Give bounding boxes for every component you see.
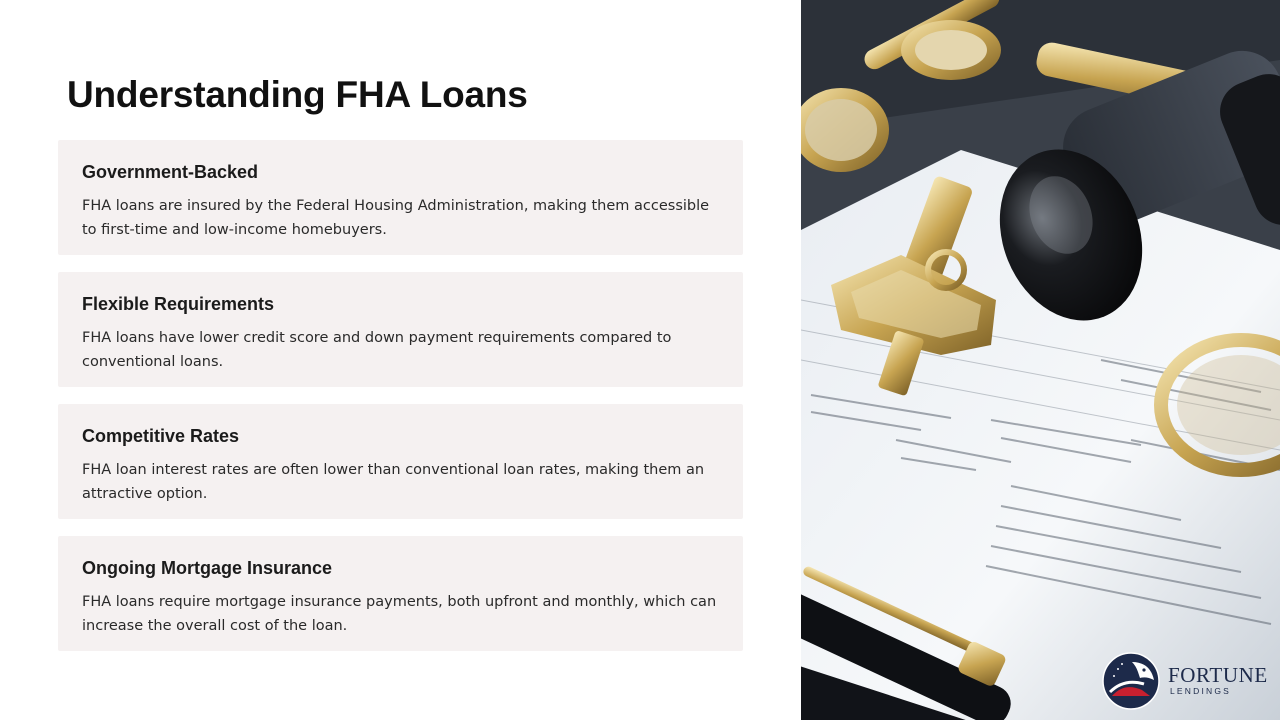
feature-card-government-backed <box>58 140 743 255</box>
gavel-and-keys-photo <box>801 0 1280 720</box>
card-description: FHA loan interest rates are often lower than conventional loan rates, making them an attractive option. <box>82 462 705 502</box>
photo-illustration <box>801 0 1280 720</box>
feature-card-flexible-requirements <box>58 272 743 387</box>
slide-title: Understanding FHA Loans <box>67 74 528 115</box>
feature-card-ongoing-mortgage-insurance <box>58 536 743 651</box>
card-description: FHA loans are insured by the Federal Housing Administration, making them accessible to first-time and low-income homebuyers. <box>82 198 710 238</box>
fortune-lendings-logo <box>1102 652 1277 710</box>
eagle-icon <box>1102 652 1160 710</box>
card-heading: Government-Backed <box>82 162 259 182</box>
card-heading: Ongoing Mortgage Insurance <box>82 558 333 578</box>
card-description: FHA loans require mortgage insurance payments, both upfront and monthly, which can increase the overall cost of the loan. <box>82 594 717 634</box>
card-description: FHA loans have lower credit score and down payment requirements compared to conventional loans. <box>82 330 672 370</box>
logo-name: FORTUNE <box>1168 663 1268 687</box>
feature-card-list <box>58 140 743 668</box>
card-heading: Flexible Requirements <box>82 294 275 314</box>
logo-tagline: LENDINGS <box>1170 686 1232 696</box>
feature-card-competitive-rates <box>58 404 743 519</box>
card-heading: Competitive Rates <box>82 426 240 446</box>
